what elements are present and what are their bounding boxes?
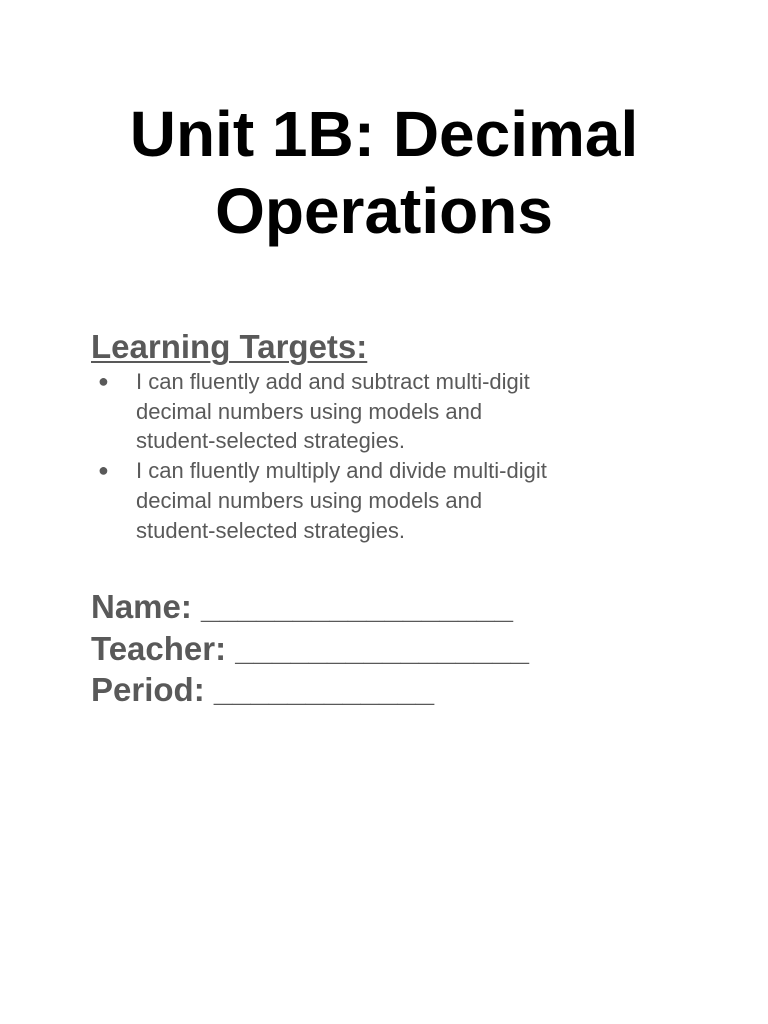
learning-target-line: decimal numbers using models and <box>136 398 483 424</box>
learning-target-line: student-selected strategies. <box>136 517 406 543</box>
name-field: Name: _________________ <box>91 588 514 625</box>
learning-target-line: I can fluently add and subtract multi-digit <box>136 369 530 394</box>
learning-target-item <box>91 367 651 456</box>
bullet-icon: ● <box>98 460 109 481</box>
period-field: Period: ____________ <box>91 671 435 708</box>
learning-target-line: student-selected strategies. <box>136 428 406 454</box>
learning-targets-list <box>91 367 651 545</box>
page-title-line-2: Operations <box>215 175 553 247</box>
learning-target-line: I can fluently multiply and divide multi-digit <box>136 458 547 484</box>
student-info-fields <box>91 586 529 711</box>
learning-target-item <box>91 456 651 545</box>
teacher-field: Teacher: ________________ <box>91 629 529 667</box>
bullet-icon: ● <box>98 371 109 391</box>
learning-target-line: decimal numbers using models and <box>136 487 483 513</box>
learning-targets-heading: Learning Targets: <box>91 328 368 365</box>
page-title-line-1: Unit 1B: Decimal <box>129 98 639 170</box>
page-title <box>0 96 768 250</box>
